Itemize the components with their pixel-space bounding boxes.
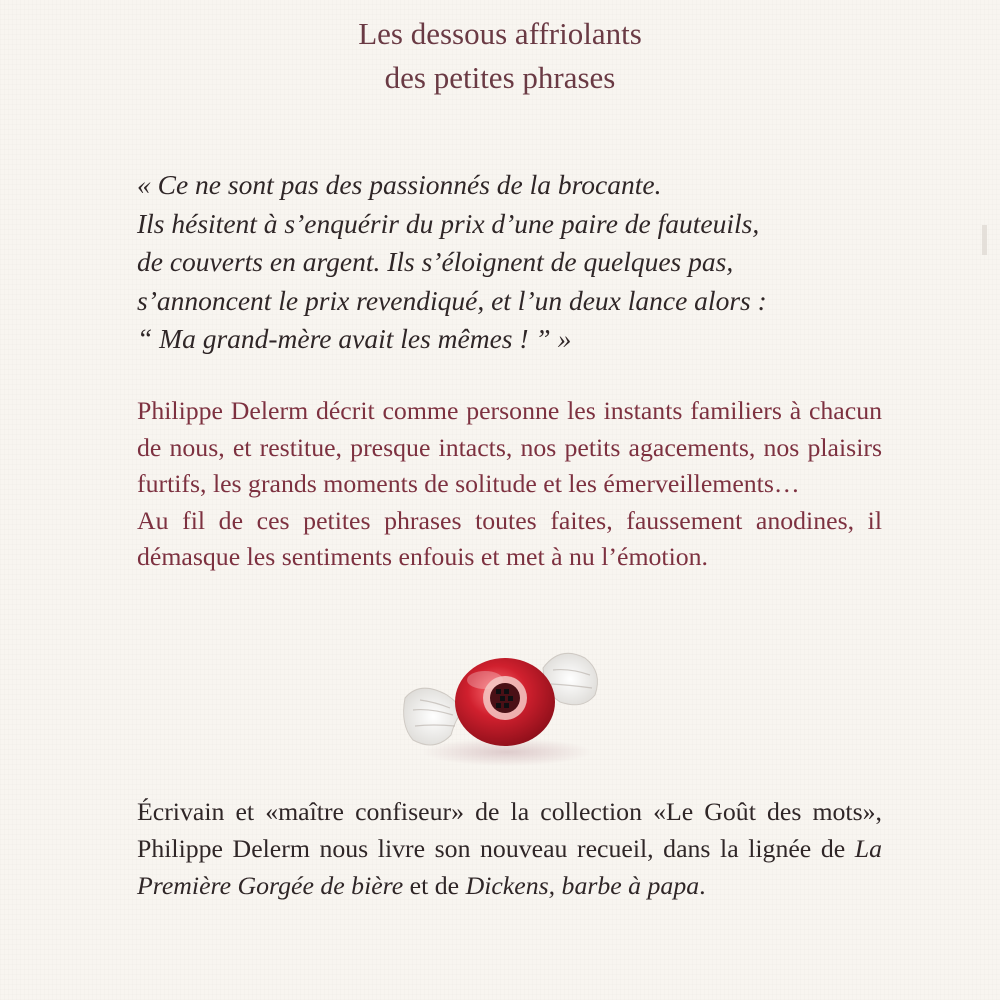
- quote-line: s’annoncent le prix revendiqué, et l’un deux lance alors :: [137, 284, 767, 316]
- description-paragraph-2: Au fil de ces petites phrases toutes faites, faussement anodines, il démasque les sentiments enfouis et met à nu l’émotion.: [137, 505, 882, 571]
- book-title-second: Dickens, barbe à papa: [465, 871, 700, 900]
- wrapped-red-candy-icon: [395, 640, 610, 775]
- bio-text-start: Écrivain et «maître confiseur» de la collection «Le Goût des mots», Philippe Delerm nous livre son nouveau recueil, dans la lignée de: [137, 797, 882, 863]
- quote-line: Ils hésitent à s’enquérir du prix d’une paire de fauteuils,: [137, 207, 760, 239]
- author-bio: [137, 793, 882, 904]
- book-title-first: La Première Gorgée de bière: [137, 834, 882, 900]
- bio-text-middle: et de: [403, 871, 466, 900]
- book-description: [137, 393, 882, 576]
- bio-text-end: .: [699, 871, 706, 900]
- quote-line: “ Ma grand-mère avait les mêmes ! ” »: [137, 323, 572, 354]
- subtitle: [0, 12, 1000, 100]
- description-paragraph-1: Philippe Delerm décrit comme personne les instants familiers à chacun de nous, et restitue, presque intacts, nos petits agacements, nos plaisirs furtifs, les grands moments de solitude et les émerveillements…: [137, 396, 882, 498]
- paper-edge-mark: [982, 225, 987, 255]
- candy-wrapper-left: [404, 688, 463, 745]
- subtitle-line-2: des petites phrases: [384, 60, 616, 95]
- excerpt-quote: [137, 166, 897, 359]
- quote-line: « Ce ne sont pas des passionnés de la brocante.: [137, 169, 662, 200]
- bio-paragraph: [137, 793, 882, 904]
- quote-line: de couverts en argent. Ils s’éloignent de quelques pas,: [137, 246, 734, 277]
- subtitle-line-1: Les dessous affriolants: [358, 16, 642, 51]
- cropped-title: [170, 0, 870, 10]
